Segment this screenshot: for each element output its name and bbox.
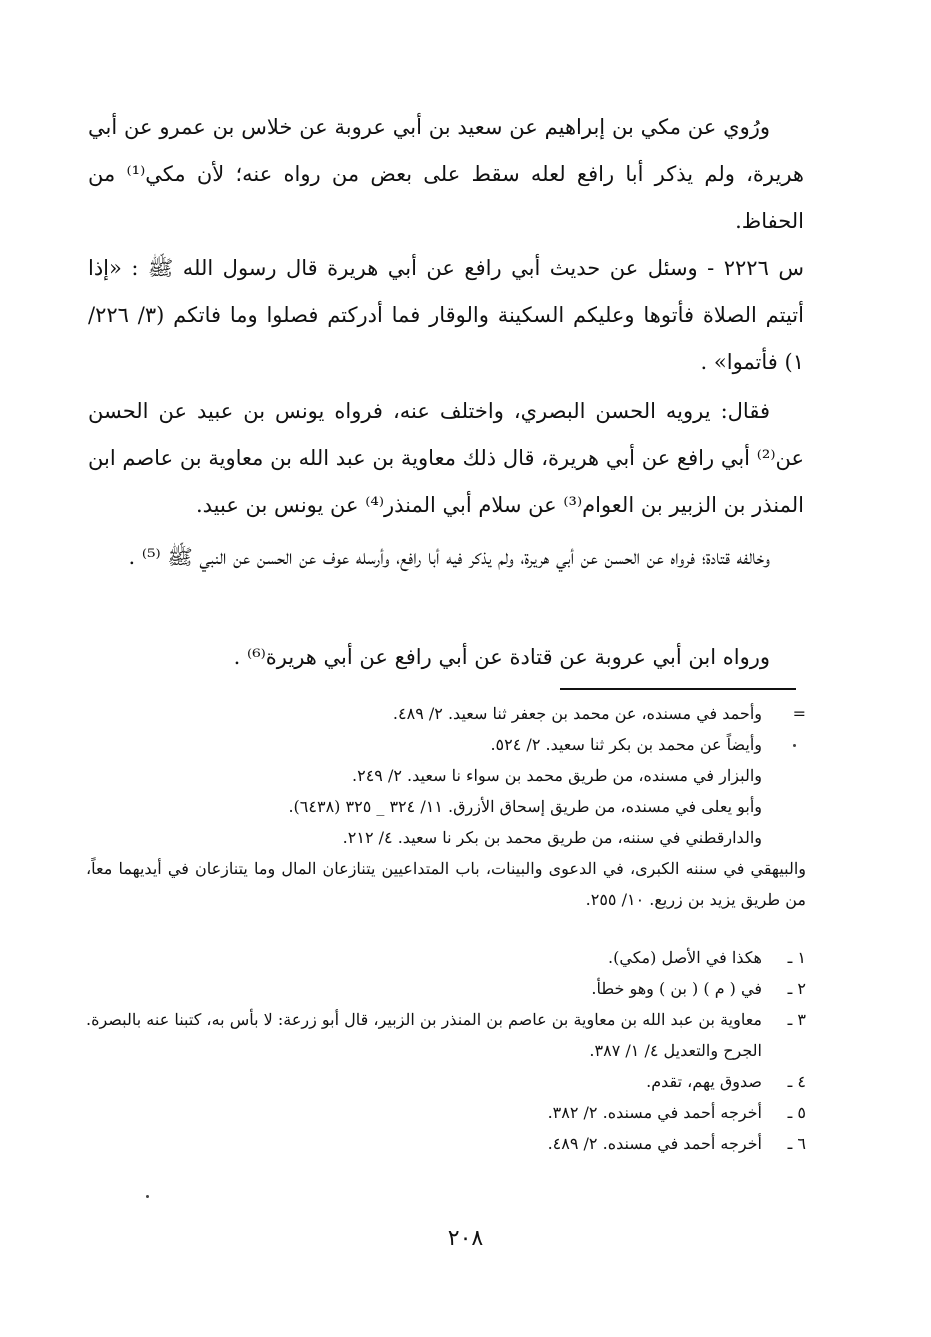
footnote-number: ١ ـ (787, 948, 806, 967)
continuation-marker: = (792, 704, 806, 723)
footnote-text: معاوية بن عبد الله بن معاوية بن عاصم بن المنذر بن الزبير، قال أبو زرعة: لا بأس به، كتبنا عنه بالبصرة. الجرح والتعديل ٤/ ١/ ٣٨٧. (86, 1010, 763, 1060)
footnote-number: ٥ ـ (787, 1103, 806, 1122)
footnote-text: أخرجه أحمد في مسنده. ٢/ ٤٨٩. (547, 1134, 762, 1153)
paragraph-5: ورواه ابن أبي عروبة عن قتادة عن أبي رافع عن أبي هريرة⁽⁶⁾ . (233, 645, 770, 669)
footnote-text: أخرجه أحمد في مسنده. ٢/ ٣٨٢. (547, 1103, 762, 1122)
footnote-continued-line: والدارقطني في سننه، من طريق محمد بن بكر نا سعيد. ٤/ ٢١٢. (342, 828, 762, 847)
page-number: ٢٠٨ (447, 1226, 484, 1251)
scan-speck (793, 744, 796, 747)
footnote-continued-line: وأيضاً عن محمد بن بكر ثنا سعيد. ٢/ ٥٢٤. (490, 735, 762, 754)
footnote-number: ٢ ـ (787, 979, 806, 998)
footnote-1 (86, 942, 806, 973)
footnote-continued-line: والبيهقي في سننه الكبرى، في الدعوى والبينات، باب المتداعيين يتنازعان المال وما يتنازعان في أيديهما معاً، من طريق يزيد بن زريع. ١٠/ ٢٥٥. (86, 859, 806, 909)
footnote-6 (86, 1128, 806, 1159)
footnote-text: هكذا في الأصل (مكي). (608, 948, 762, 967)
scan-speck (146, 1195, 149, 1198)
footnote-3 (86, 1004, 806, 1066)
footnote-text: في ( م ) ( بن ) وهو خطأ. (591, 979, 762, 998)
footnote-5 (86, 1097, 806, 1128)
footnote-continued-line: = وأحمد في مسنده، عن محمد بن جعفر ثنا سعيد. ٢/ ٤٨٩. (86, 698, 806, 729)
footnote-number: ٤ ـ (787, 1072, 806, 1091)
footnote-4 (86, 1066, 806, 1097)
paragraph-3-answer: فقال: يرويه الحسن البصري، واختلف عنه، فرواه يونس بن عبيد عن الحسن عن⁽²⁾ أبي رافع عن أبي هريرة، قال ذلك معاوية بن عبد الله بن معاوية بن عاصم ابن المنذر بن الزبير بن العوام⁽³⁾ عن سلام أبي المنذر⁽⁴⁾ عن يونس بن عبيد. (88, 399, 804, 517)
footnotes-list (86, 942, 806, 1159)
footnote-number: ٣ ـ (787, 1010, 806, 1029)
paragraph-2-question: س ٢٢٢٦ - وسئل عن حديث أبي رافع عن أبي هريرة قال رسول الله ﷺ : «إذا أتيتم الصلاة فأتوها وعليكم السكينة والوقار فما أدركتم فصلوا وما فاتكم (٣/ ٢٢٦/ ١) فأتموا» . (88, 256, 804, 374)
paragraph-1: ورُوي عن مكي بن إبراهيم عن سعيد بن أبي عروبة عن خلاس بن عمرو عن أبي هريرة، ولم يذكر أبا رافع لعله سقط على بعض من رواه عنه؛ لأن مكي⁽¹⁾ من الحفاظ. (88, 115, 804, 233)
footnote-2 (86, 973, 806, 1004)
footnote-continued-line: وأبو يعلى في مسنده، من طريق إسحاق الأزرق. ١١/ ٣٢٤ _ ٣٢٥ (٦٤٣٨). (288, 797, 762, 816)
footnote-separator (560, 688, 796, 690)
paragraph-4: وخالفه قتادة؛ فرواه عن الحسن عن أبي هريرة، ولم يذكر فيه أبا رافع، وأرسله عوف عن الحسن عن النبي ﷺ ⁽⁵⁾ . (128, 545, 770, 569)
footnote-text: صدوق يهم، تقدم. (646, 1072, 762, 1091)
footnote-number: ٦ ـ (787, 1134, 806, 1153)
footnotes-continued (86, 698, 806, 915)
footnote-continued-line: والبزار في مسنده، من طريق محمد بن سواء نا سعيد. ٢/ ٢٤٩. (352, 766, 762, 785)
